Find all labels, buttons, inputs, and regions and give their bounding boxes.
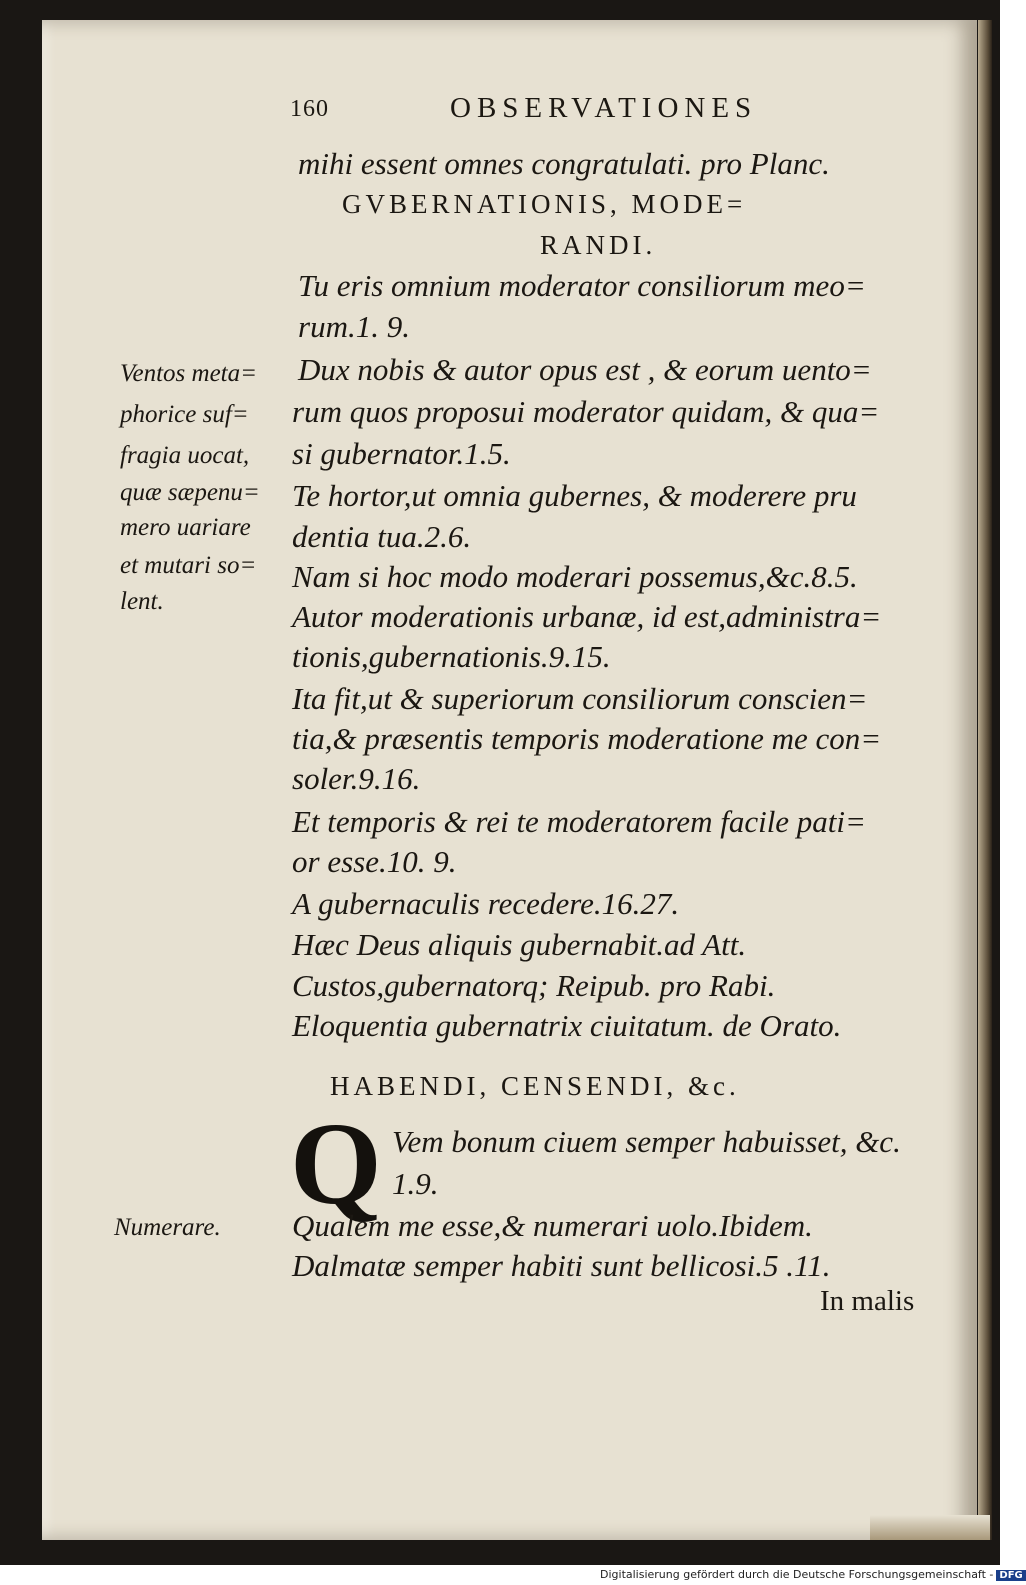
section-heading-line-1: GVBERNATIONIS, MODE=	[342, 189, 747, 219]
section-heading-line-2: RANDI.	[540, 230, 657, 260]
body-line: si gubernator.1.5.	[292, 436, 511, 471]
body-line: Vem bonum ciuem semper habuisset, &c.	[392, 1124, 901, 1159]
marginal-note-line: lent.	[120, 588, 164, 615]
body-line: tia,& præsentis temporis moderatione me con=	[292, 721, 882, 756]
page-number: 160	[290, 96, 329, 122]
body-line: Autor moderationis urbanæ, id est,administra=	[292, 599, 882, 634]
dfg-logo-icon: DFG	[996, 1570, 1025, 1581]
body-line: Custos,gubernatorq; Reipub. pro Rabi.	[292, 968, 776, 1003]
digitization-credit	[600, 1568, 1026, 1584]
marginal-note: Numerare.	[114, 1214, 221, 1241]
drop-cap-initial: Q	[290, 1098, 382, 1229]
body-line: Dalmatæ semper habiti sunt bellicosi.5 .11.	[292, 1248, 831, 1283]
body-line: Te hortor,ut omnia gubernes, & moderere pru	[292, 478, 857, 513]
marginal-note-line: Ventos meta=	[120, 360, 257, 387]
body-line: mihi essent omnes congratulati. pro Planc.	[298, 146, 830, 181]
body-line: Et temporis & rei te moderatorem facile pati=	[292, 804, 866, 839]
body-line: rum.1. 9.	[298, 309, 410, 344]
marginal-note-line: fragia uocat,	[120, 442, 250, 469]
marginal-note-line: et mutari so=	[120, 552, 257, 579]
running-head	[290, 92, 830, 132]
body-line: rum quos proposui moderator quidam, & qua=	[292, 394, 880, 429]
body-line: Tu eris omnium moderator consiliorum meo=	[298, 268, 866, 303]
body-line: 1.9.	[392, 1166, 439, 1201]
body-line: tionis,gubernationis.9.15.	[292, 639, 611, 674]
body-line: Qualem me esse,& numerari uolo.Ibidem.	[292, 1208, 813, 1243]
marginal-note-line: mero uariare	[120, 514, 251, 541]
marginal-note-line: phorice suf=	[120, 401, 249, 428]
body-line: Eloquentia gubernatrix ciuitatum. de Orato.	[292, 1008, 842, 1043]
page-edge-shadow	[978, 20, 992, 1540]
body-line: Nam si hoc modo moderari possemus,&c.8.5.	[292, 559, 858, 594]
body-line: A gubernaculis recedere.16.27.	[292, 886, 680, 921]
body-line: or esse.10. 9.	[292, 844, 457, 879]
marginal-note-line: quæ sæpenu=	[120, 479, 260, 506]
running-title: OBSERVATIONES	[450, 92, 758, 124]
page-corner	[870, 1515, 990, 1540]
body-line: Hæc Deus aliquis gubernabit.ad Att.	[292, 927, 747, 962]
body-line: Ita fit,ut & superiorum consiliorum conscien=	[292, 681, 868, 716]
body-line: dentia tua.2.6.	[292, 519, 472, 554]
body-line: Dux nobis & autor opus est , & eorum uento=	[298, 352, 872, 387]
body-line: soler.9.16.	[292, 761, 421, 796]
catchword: In malis	[820, 1285, 915, 1317]
credit-text: Digitalisierung gefördert durch die Deutsche Forschungsgemeinschaft -	[600, 1568, 994, 1581]
section-heading: HABENDI, CENSENDI, &c.	[330, 1071, 740, 1101]
